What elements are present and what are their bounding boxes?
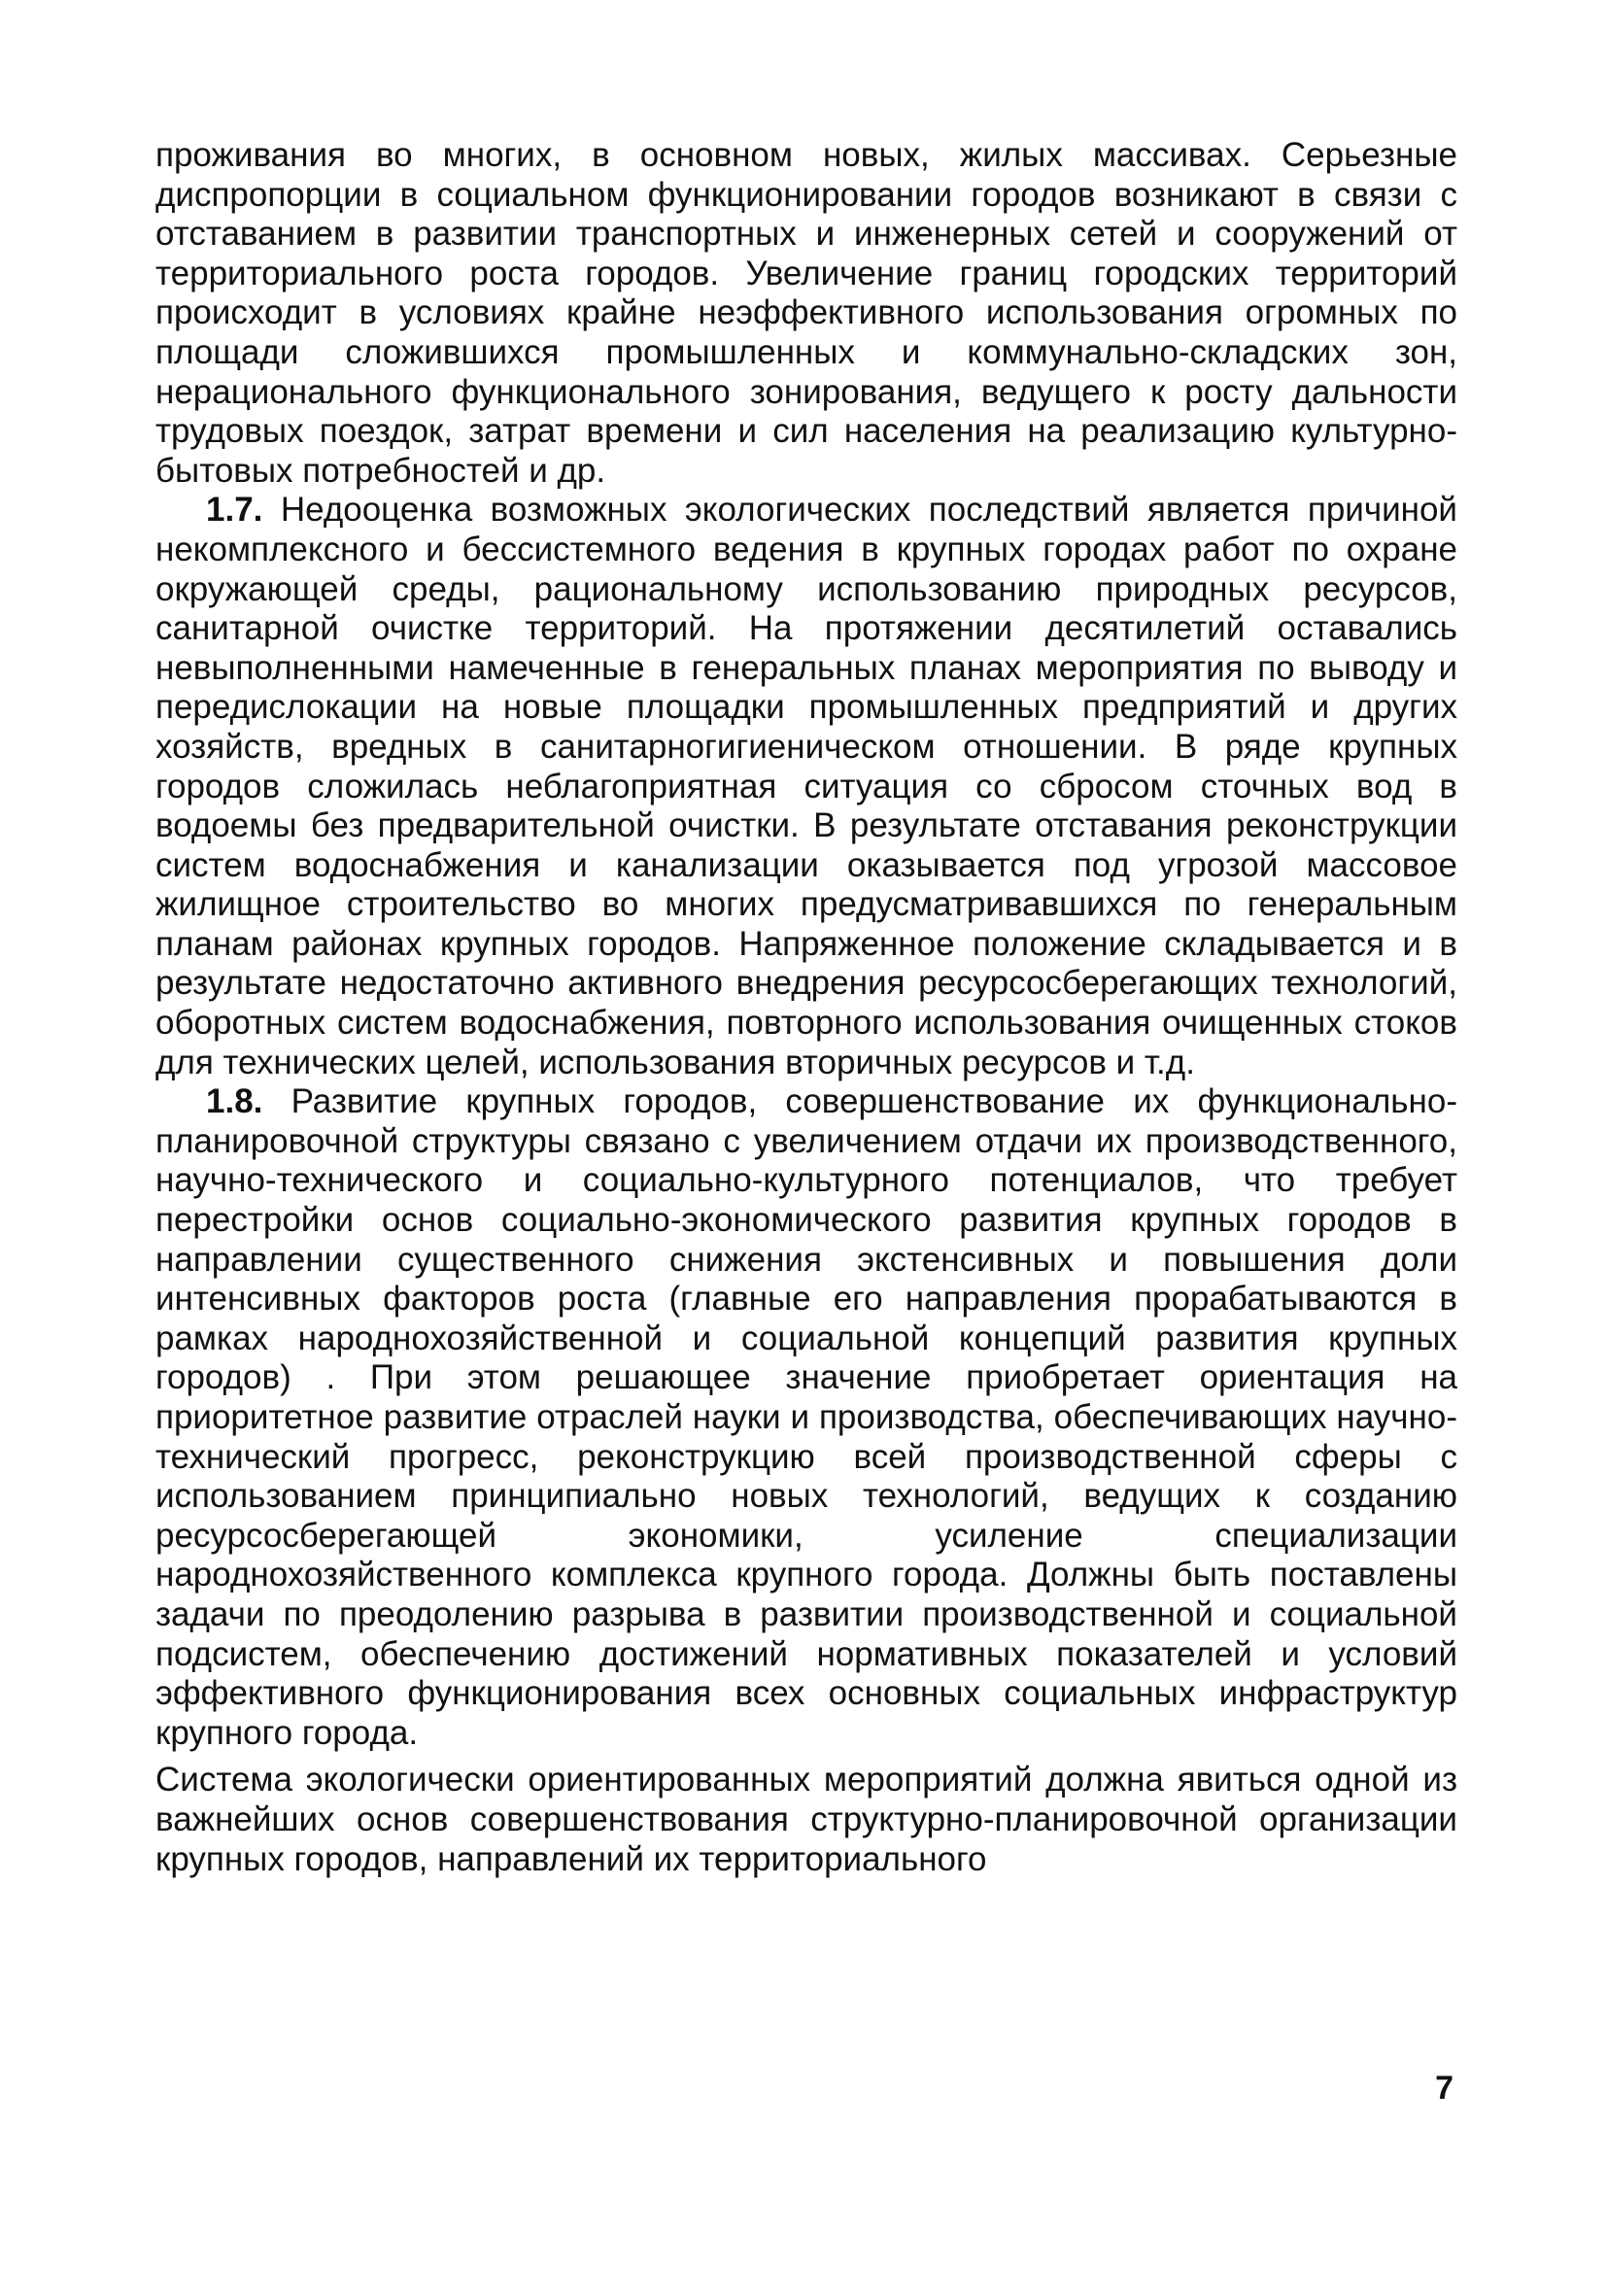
paragraph-continuation [155,136,1457,491]
paragraph-number: 1.8. [206,1082,263,1121]
paragraph-text: Развитие крупных городов, совершенствование их функционально-планировочной структуры связано с увеличением отдачи их производственного, научно-технического и социально-культурного потенциалов, что требует перестройки основ социально-экономического развития крупных городов в направлении существенного снижения экстенсивных и повышения доли интенсивных факторов роста (главные его направления прорабатываются в рамках народнохозяйственной и социальной концепций развития крупных городов) . При этом решающее значение приобретает ориентация на приоритетное развитие отраслей науки и производства, обеспечивающих научно-технический прогресс, реконструкцию всей производственной сферы с использованием принципиально новых технологий, ведущих к созданию ресурсосберегающей экономики, усиление специализации народнохозяйственного комплекса крупного города. Должны быть поставлены задачи по преодолению разрыва в развитии производственной и социальной подсистем, обеспечению достижений нормативных показателей и условий эффективного функционирования всех основных социальных инфраструктур крупного города. [155,1082,1457,1752]
paragraph-1-7 [155,491,1457,1082]
paragraph-ecology [155,1761,1457,1879]
paragraph-1-8 [155,1082,1457,1753]
paragraph-number: 1.7. [206,491,263,530]
body-text [155,136,1457,1879]
paragraph-text: Недооценка возможных экологических последствий является причиной некомплексного и бессистемного ведения в крупных городах работ по охране окружающей среды, рациональному использованию природных ресурсов, санитарной очистке территорий. На протяжении десятилетий оставались невыполненными намеченные в генеральных планах мероприятия по выводу и передислокации на новые площадки промышленных предприятий и других хозяйств, вредных в санитарногигиеническом отношении. В ряде крупных городов сложилась неблагоприятная ситуация со сбросом сточных вод в водоемы без предварительной очистки. В результате отставания реконструкции систем водоснабжения и канализации оказывается под угрозой массовое жилищное строительство во многих предусматривавшихся по генеральным планам районах крупных городов. Напряженное положение складывается и в результате недостаточно активного внедрения ресурсосберегающих технологий, оборотных систем водоснабжения, повторного использования очищенных стоков для технических целей, использования вторичных ресурсов и т.д. [155,491,1457,1081]
paragraph-text: проживания во многих, в основном новых, жилых массивах. Серьезные диспропорции в социальном функционировании городов возникают в связи с отставанием в развитии транспортных и инженерных сетей и сооружений от территориального роста городов. Увеличение границ городских территорий происходит в условиях крайне неэффективного использования огромных по площади сложившихся промышленных и коммунально-складских зон, нерационального функционального зонирования, ведущего к росту дальности трудовых поездок, затрат времени и сил населения на реализацию культурно-бытовых потребностей и др. [155,136,1457,490]
paragraph-text: Система экологически ориентированных мероприятий должна явиться одной из важнейших основ совершенствования структурно-планировочной организации крупных городов, направлений их территориального [155,1761,1457,1878]
page-number: 7 [1435,2070,1453,2107]
